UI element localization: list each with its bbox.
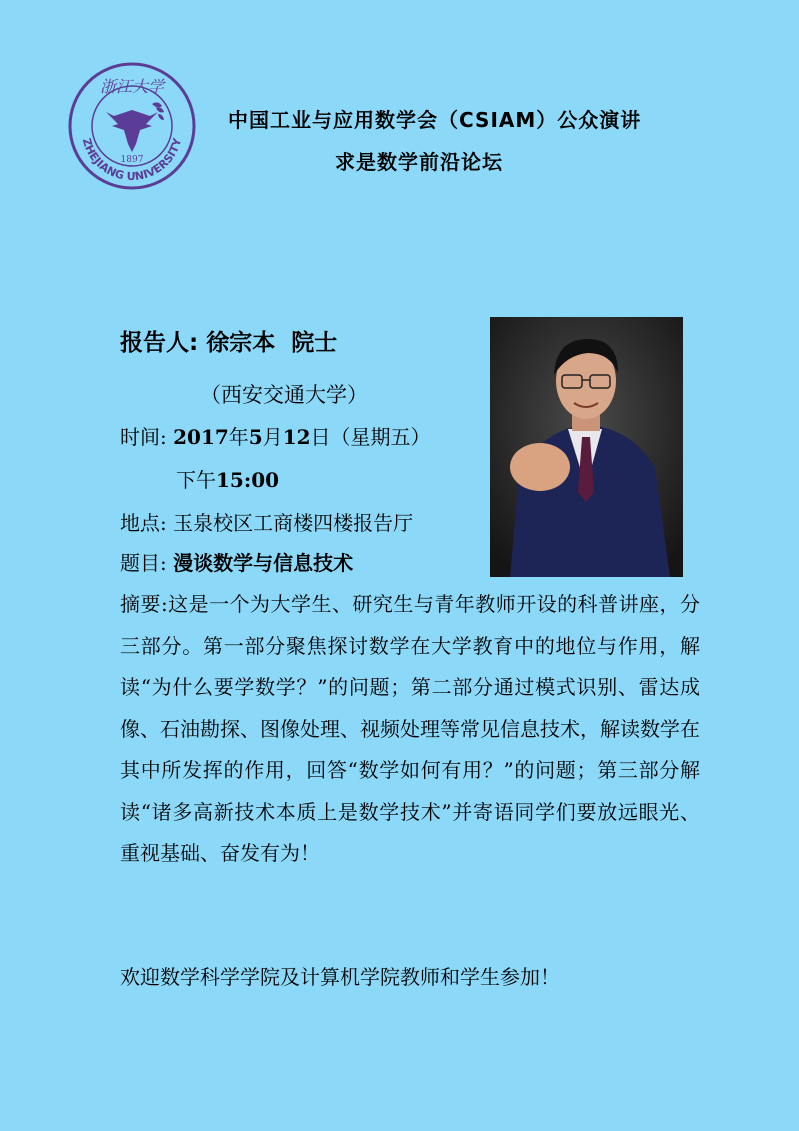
abstract-text: 这是一个为大学生、研究生与青年教师开设的科普讲座，分三部分。第一部分聚焦探讨数学在大学教育中的地位与作用，解读“为什么要学数学？”的问题；第二部分通过模式识别、雷达成像、石油勘探、图像处理、视频处理等常见信息技术，解读数学在其中所发挥的作用，回答“数学如何有用？”的问题；第三部分解读“诸多高新技术本质上是数学技术”并寄语同学们要放远眼光、重视基础、奋发有为！ <box>120 592 700 865</box>
speaker-name: 徐宗本 <box>206 330 276 356</box>
afternoon-label: 下午 <box>176 468 216 492</box>
date-year: 2017 <box>173 425 229 449</box>
topic-line <box>120 547 353 576</box>
year-char: 年 <box>228 425 249 449</box>
university-seal-icon <box>66 60 198 192</box>
topic-value: 漫谈数学与信息技术 <box>173 551 354 575</box>
time-line <box>120 421 431 450</box>
location-line <box>120 507 413 536</box>
closing-invitation: 欢迎数学科学学院及计算机学院教师和学生参加！ <box>120 965 560 989</box>
abstract <box>120 584 700 875</box>
speaker-title: 院士 <box>291 330 338 356</box>
topic-label: 题目: <box>120 551 167 575</box>
location-value: 玉泉校区工商楼四楼报告厅 <box>173 511 414 535</box>
location-label: 地点: <box>120 511 167 535</box>
event-series-title: 中国工业与应用数学会（CSIAM）公众演讲 <box>228 108 642 132</box>
time-label: 时间: <box>120 425 167 449</box>
logo-english-text: ZHEJIANG UNIVERSITY <box>79 136 185 184</box>
logo-chinese-text: 浙江大学 <box>99 77 165 96</box>
speaker-affiliation: （西安交通大学） <box>200 383 368 407</box>
speaker-line <box>120 324 337 357</box>
day-char: 日 <box>310 425 331 449</box>
speaker-photo <box>490 317 683 577</box>
clock-time: 15:00 <box>216 468 280 492</box>
date-day: 12 <box>282 425 311 449</box>
abstract-label: 摘要: <box>120 592 168 616</box>
date-month: 5 <box>248 425 263 449</box>
month-char: 月 <box>262 425 283 449</box>
weekday: （星期五） <box>330 425 431 449</box>
logo-year: 1897 <box>120 155 144 165</box>
forum-title: 求是数学前沿论坛 <box>335 150 503 174</box>
clock-line <box>176 464 279 493</box>
speaker-label: 报告人: <box>120 330 199 356</box>
zju-logo <box>66 60 198 192</box>
